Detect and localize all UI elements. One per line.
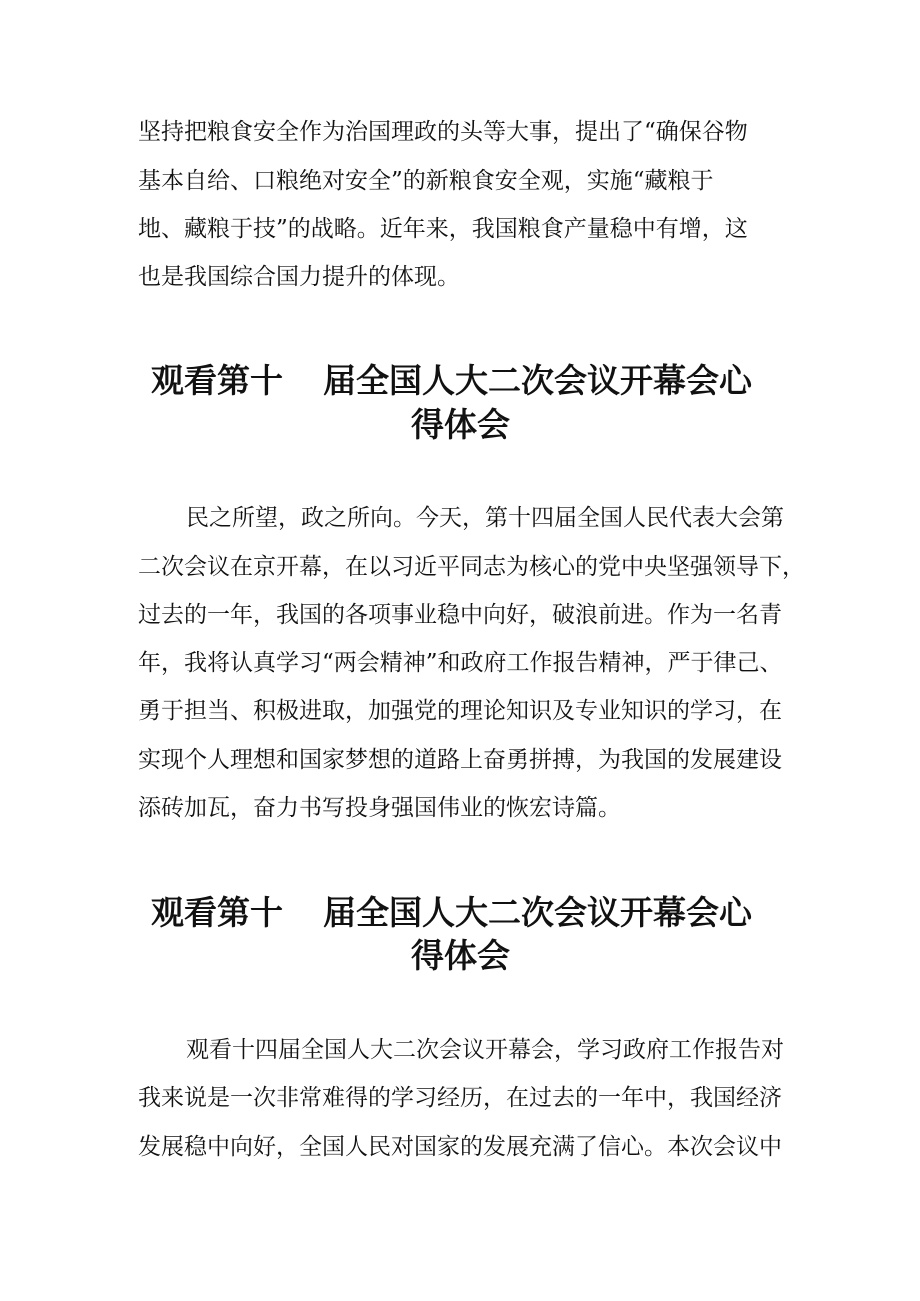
paragraph-line: 发展稳中向好，全国人民对国家的发展充满了信心。本次会议中 <box>138 1134 782 1160</box>
intro-line: 基本自给、口粮绝对安全”的新粮食安全观，实施“藏粮于 <box>138 168 714 194</box>
paragraph-line: 过去的一年，我国的各项事业稳中向好，破浪前进。作为一名青 <box>138 602 782 628</box>
section-heading-part1: 观看第十 <box>151 361 283 400</box>
paragraph-line: 我来说是一次非常难得的学习经历，在过去的一年中，我国经济 <box>138 1085 782 1111</box>
intro-line: 也是我国综合国力提升的体现。 <box>138 264 460 290</box>
paragraph-line: 观看十四届全国人大二次会议开幕会，学习政府工作报告对 <box>186 1037 784 1063</box>
intro-line: 坚持把粮食安全作为治国理政的头等大事，提出了“确保谷物 <box>138 119 748 145</box>
intro-line: 地、藏粮于技”的战略。近年来，我国粮食产量稳中有增，这 <box>138 216 748 242</box>
paragraph-line: 勇于担当、积极进取，加强党的理论知识及专业知识的学习，在 <box>138 698 782 724</box>
section-heading-part2: 届全国人大二次会议开幕会心 <box>323 893 752 932</box>
section-heading-line2: 得体会 <box>411 936 510 975</box>
paragraph-line: 二次会议在京开幕，在以习近平同志为核心的党中央坚强领导下， <box>138 554 805 580</box>
paragraph-line: 年，我将认真学习“两会精神”和政府工作报告精神，严于律己、 <box>138 650 783 676</box>
paragraph-line: 民之所望，政之所向。今天，第十四届全国人民代表大会第 <box>186 505 784 531</box>
paragraph-line: 实现个人理想和国家梦想的道路上奋勇拼搏，为我国的发展建设 <box>138 747 782 773</box>
section-heading-part2: 届全国人大二次会议开幕会心 <box>323 361 752 400</box>
section-heading-line2: 得体会 <box>411 405 510 444</box>
section-heading-part1: 观看第十 <box>151 893 283 932</box>
paragraph-line: 添砖加瓦，奋力书写投身强国伟业的恢宏诗篇。 <box>138 795 621 821</box>
